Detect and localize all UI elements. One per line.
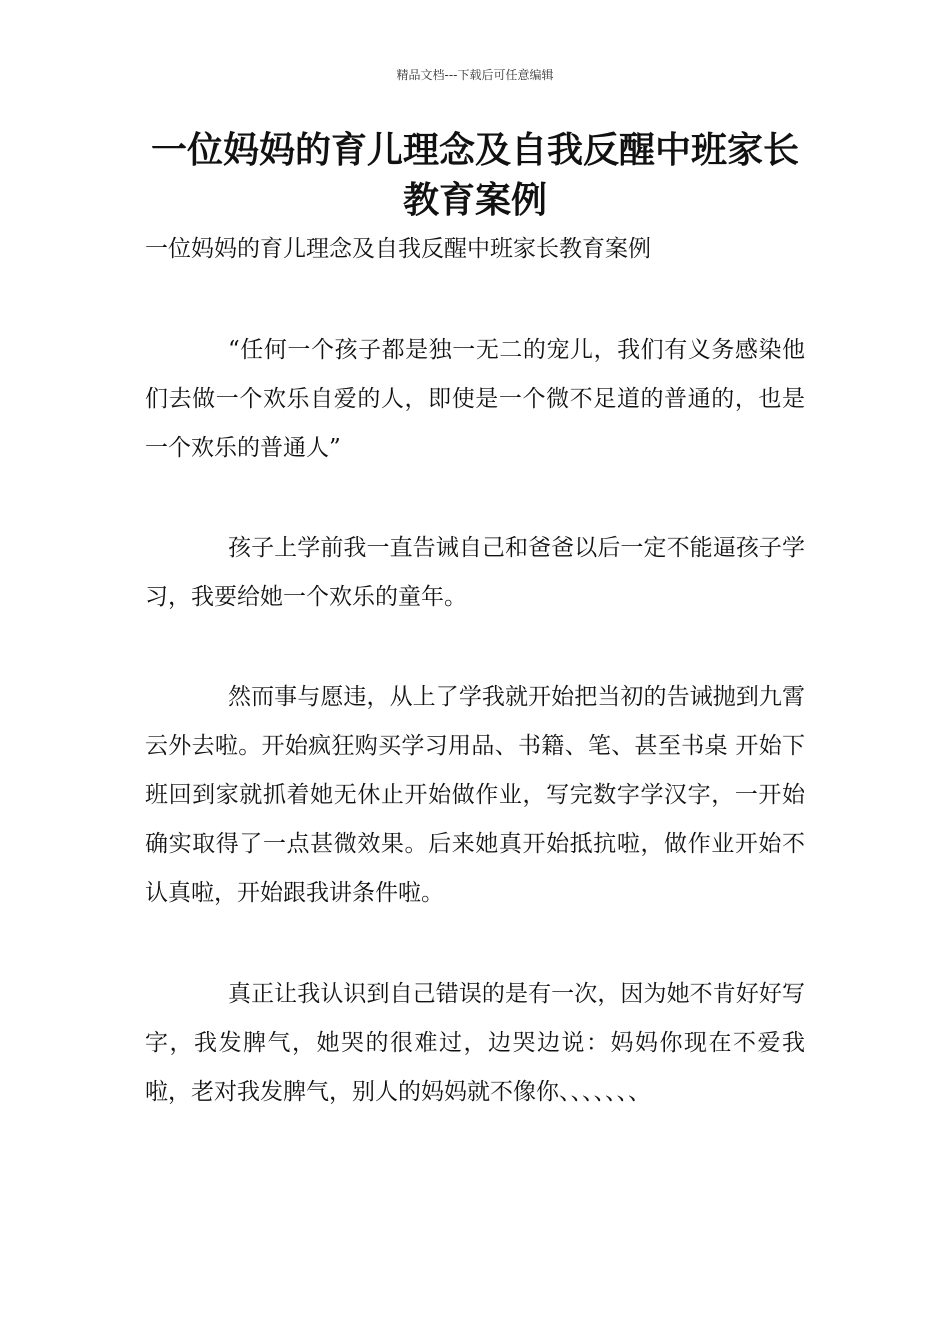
paragraph: 真正让我认识到自己错误的是有一次，因为她不肯好好写字，我发脾气，她哭的很难过，边哭边说：妈妈你现在不爱我啦，老对我发脾气，别人的妈妈就不像你、、、、、、、 (145, 981, 805, 1105)
paragraph: 然而事与愿违，从上了学我就开始把当初的告诫抛到九霄云外去啦。开始疯狂购买学习用品、书籍、笔、甚至书桌 开始下班回到家就抓着她无休止开始做作业，写完数字学汉字，一开始确实取得了一点甚微效果。后来她真开始抵抗啦，做作业开始不认真啦，开始跟我讲条件啦。 (145, 684, 805, 906)
document-subtitle: 一位妈妈的育儿理念及自我反醒中班家长教育案例 (145, 236, 651, 262)
paragraph-quote: “任何一个孩子都是独一无二的宠儿，我们有义务感染他们去做一个欢乐自爱的人，即使是一个微不足道的普通的，也是一个欢乐的普通人” (145, 337, 805, 461)
paragraph: 孩子上学前我一直告诫自己和爸爸以后一定不能逼孩子学习，我要给她一个欢乐的童年。 (145, 535, 805, 610)
document-title: 一位妈妈的育儿理念及自我反醒中班家长教育案例 (150, 130, 799, 221)
page-header: 精品文档---下载后可任意编辑 (396, 68, 554, 82)
